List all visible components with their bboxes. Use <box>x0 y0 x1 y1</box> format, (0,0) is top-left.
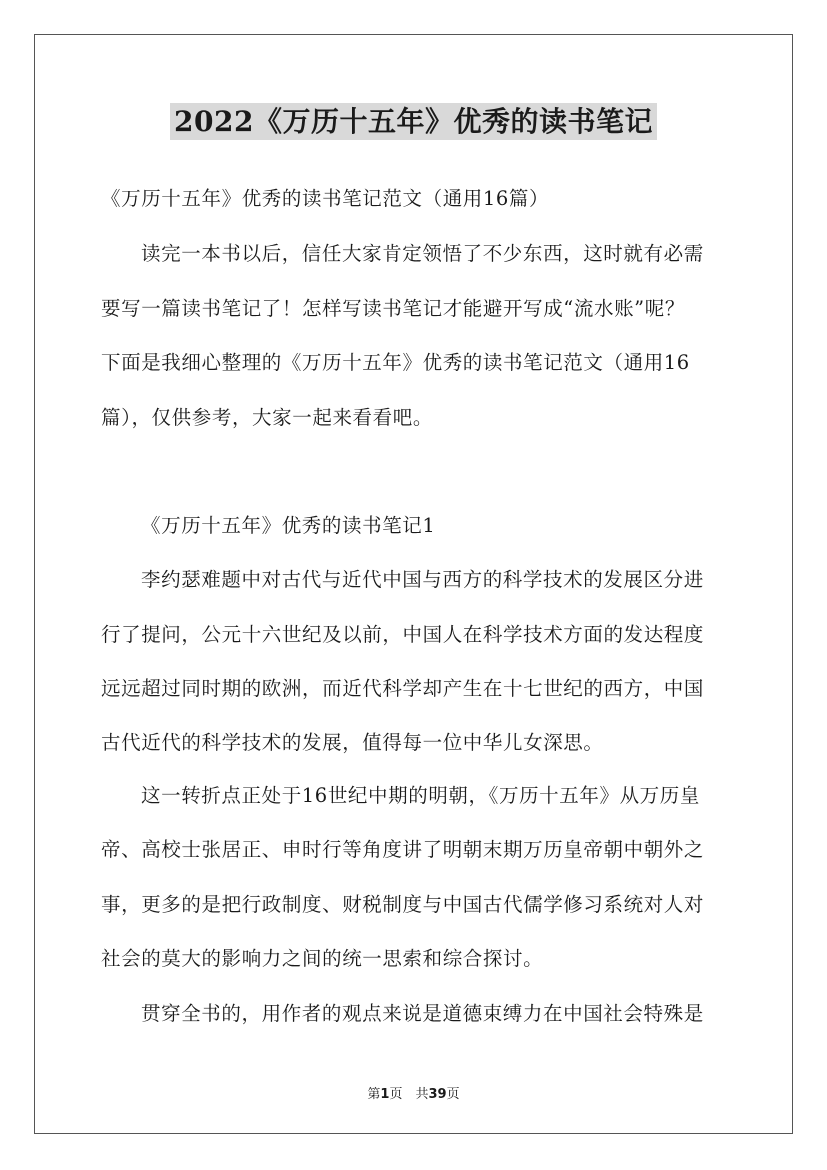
paragraph-line: 下面是我细心整理的《万历十五年》优秀的读书笔记范文（通用16 <box>101 351 690 374</box>
paragraph-line: 远远超过同时期的欧洲，而近代科学却产生在十七世纪的西方，中国 <box>101 677 705 700</box>
paragraph-line: 行了提问，公元十六世纪及以前，中国人在科学技术方面的发达程度 <box>101 623 705 646</box>
paragraph-line: 李约瑟难题中对古代与近代中国与西方的科学技术的发展区分进 <box>141 568 704 591</box>
footer-page-current: 1 <box>380 1087 390 1102</box>
paragraph-line: 读完一本书以后，信任大家肯定领悟了不少东西，这时就有必需 <box>141 242 704 265</box>
paragraph-line: 篇），仅供参考，大家一起来看看吧。 <box>101 406 433 429</box>
document-title-wrap <box>0 100 827 140</box>
page-footer <box>0 1083 827 1102</box>
footer-prefix: 第 <box>367 1087 381 1102</box>
paragraph-line: 这一转折点正处于16世纪中期的明朝，《万历十五年》从万历皇 <box>141 784 700 807</box>
paragraph-line: 贯穿全书的，用作者的观点来说是道德束缚力在中国社会特殊是 <box>141 1002 704 1025</box>
footer-mid: 页 共 <box>389 1087 429 1102</box>
paragraph-line: 帝、高校士张居正、申时行等角度讲了明朝末期万历皇帝朝中朝外之 <box>101 838 705 861</box>
subtitle-line: 《万历十五年》优秀的读书笔记范文（通用16篇） <box>101 187 550 210</box>
paragraph-line: 要写一篇读书笔记了！怎样写读书笔记才能避开写成“流水账”呢？ <box>101 297 685 320</box>
footer-page-total: 39 <box>428 1087 447 1102</box>
paragraph-line: 事，更多的是把行政制度、财税制度与中国古代儒学修习系统对人对 <box>101 893 705 916</box>
paragraph-line: 古代近代的科学技术的发展，值得每一位中华儿女深思。 <box>101 731 604 754</box>
footer-suffix: 页 <box>446 1087 460 1102</box>
section-heading: 《万历十五年》优秀的读书笔记1 <box>141 514 436 537</box>
paragraph-line: 社会的莫大的影响力之间的统一思索和综合探讨。 <box>101 947 544 970</box>
document-title: 2022《万历十五年》优秀的读书笔记 <box>170 103 657 140</box>
